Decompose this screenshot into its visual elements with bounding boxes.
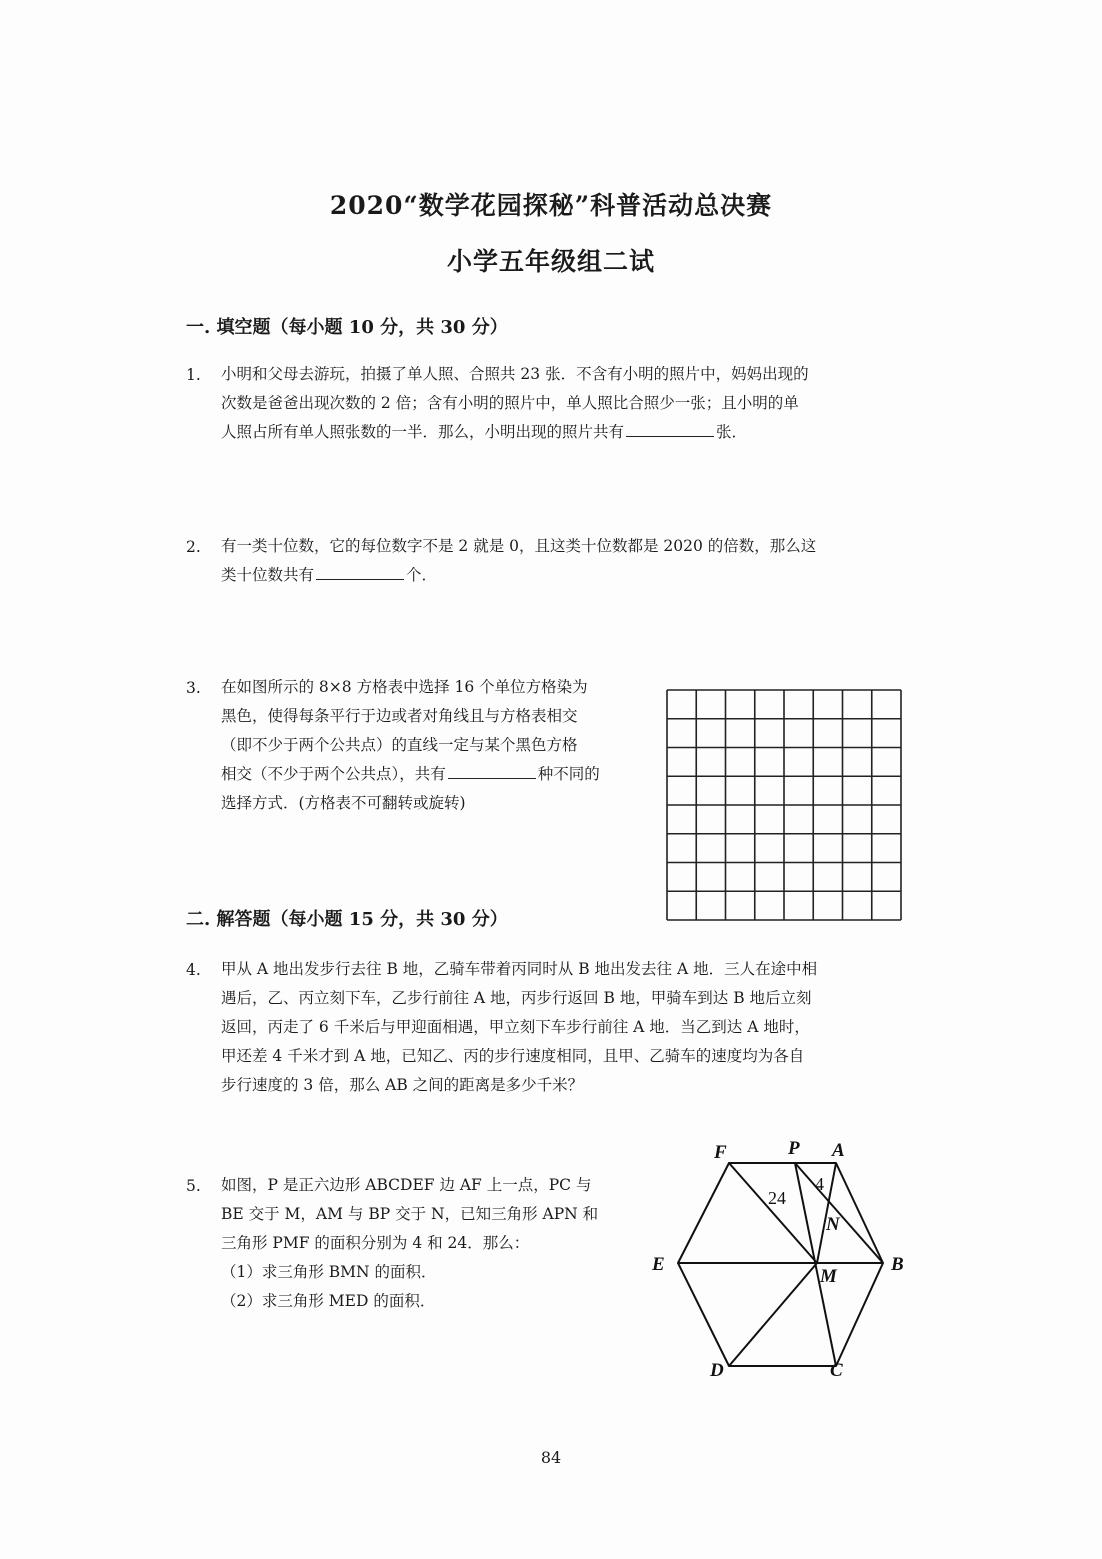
answer-blank[interactable]	[448, 760, 536, 779]
q4-line: 返回，丙走了 6 千米后与甲迎面相遇，甲立刻下车步行前往 A 地．当乙到达 A 地时，	[221, 1018, 810, 1036]
q3-line: 选择方式．(方格表不可翻转或旋转)	[221, 794, 466, 812]
question-5-text	[221, 1171, 641, 1316]
q1-line: 小明和父母去游玩，拍摄了单人照、合照共 23 张．不含有小明的照片中，妈妈出现的	[221, 365, 809, 383]
q1-text: 张．	[716, 423, 748, 441]
question-1-text	[221, 360, 921, 447]
q1-line: 次数是爸爸出现次数的 2 倍；含有小明的照片中，单人照比合照少一张；且小明的单	[221, 394, 799, 412]
q5-line: 三角形 PMF 的面积分别为 4 和 24．那么：	[221, 1234, 530, 1252]
q5-line: （2）求三角形 MED 的面积．	[221, 1292, 436, 1310]
segment-DM	[729, 1263, 817, 1366]
q3-line: 黑色，使得每条平行于边或者对角线且与方格表相交	[221, 707, 578, 725]
question-number: 1.	[186, 366, 201, 384]
q3-line	[221, 760, 651, 789]
segment-PB	[795, 1163, 883, 1263]
q4-line: 甲还差 4 千米才到 A 地，已知乙、丙的步行速度相同，且甲、乙骑车的速度均为各自	[221, 1047, 805, 1065]
question-number: 3.	[186, 679, 201, 697]
question-3-text	[221, 673, 651, 818]
label-P: P	[788, 1140, 800, 1159]
q3-text: 种不同的	[537, 765, 600, 783]
label-F: F	[714, 1142, 727, 1163]
question-number: 5.	[186, 1177, 201, 1195]
section-heading-solutions: 二. 解答题（每小题 15 分，共 30 分）	[186, 909, 508, 930]
section-heading-fill-in: 一. 填空题（每小题 10 分，共 30 分）	[186, 317, 508, 338]
question-4-text	[221, 955, 921, 1100]
q4-line: 步行速度的 3 倍，那么 AB 之间的距离是多少千米？	[221, 1076, 584, 1094]
q3-line: 在如图所示的 8×8 方格表中选择 16 个单位方格染为	[221, 678, 588, 696]
label-A: A	[832, 1140, 845, 1161]
q3-text: 相交（不少于两个公共点），共有	[221, 765, 446, 783]
paper-title: 2020“数学花园探秘”科普活动总决赛	[329, 191, 773, 220]
q1-line	[221, 418, 921, 447]
answer-blank[interactable]	[626, 418, 714, 437]
q2-line	[221, 561, 921, 590]
q2-line: 有一类十位数，它的每位数字不是 2 就是 0，且这类十位数都是 2020 的倍数，那么这	[221, 537, 817, 555]
label-C: C	[830, 1360, 843, 1381]
q1-text: 人照占所有单人照张数的一半．那么，小明出现的照片共有	[221, 423, 625, 441]
label-M: M	[820, 1266, 837, 1287]
grid-8x8-figure	[664, 687, 904, 923]
answer-blank[interactable]	[316, 561, 404, 580]
q5-line: （1）求三角形 BMN 的面积．	[221, 1263, 437, 1281]
label-N: N	[826, 1214, 840, 1235]
segment-FM	[729, 1163, 817, 1263]
label-D: D	[710, 1360, 724, 1381]
q4-line: 甲从 A 地出发步行去往 B 地，乙骑车带着丙同时从 B 地出发去往 A 地．三人在途中相	[221, 960, 818, 978]
question-number: 2.	[186, 538, 201, 556]
question-number: 4.	[186, 961, 201, 979]
q3-line: （即不少于两个公共点）的直线一定与某个黑色方格	[221, 736, 578, 754]
q2-text: 个．	[406, 566, 438, 584]
hexagon-figure	[640, 1140, 920, 1385]
q5-line: BE 交于 M，AM 与 BP 交于 N，已知三角形 APN 和	[221, 1205, 599, 1223]
q5-line: 如图，P 是正六边形 ABCDEF 边 AF 上一点，PC 与	[221, 1176, 592, 1194]
page-number: 84	[540, 1448, 562, 1467]
label-B: B	[891, 1254, 904, 1275]
area-label-APN: 4	[815, 1174, 824, 1194]
paper-subtitle: 小学五年级组二试	[446, 247, 655, 276]
label-E: E	[652, 1254, 665, 1275]
q4-line: 遇后，乙、丙立刻下车，乙步行前往 A 地，丙步行返回 B 地，甲骑车到达 B 地后立刻	[221, 989, 812, 1007]
question-2-text	[221, 532, 921, 590]
area-label-PMF: 24	[768, 1188, 786, 1208]
q2-text: 类十位数共有	[221, 566, 315, 584]
